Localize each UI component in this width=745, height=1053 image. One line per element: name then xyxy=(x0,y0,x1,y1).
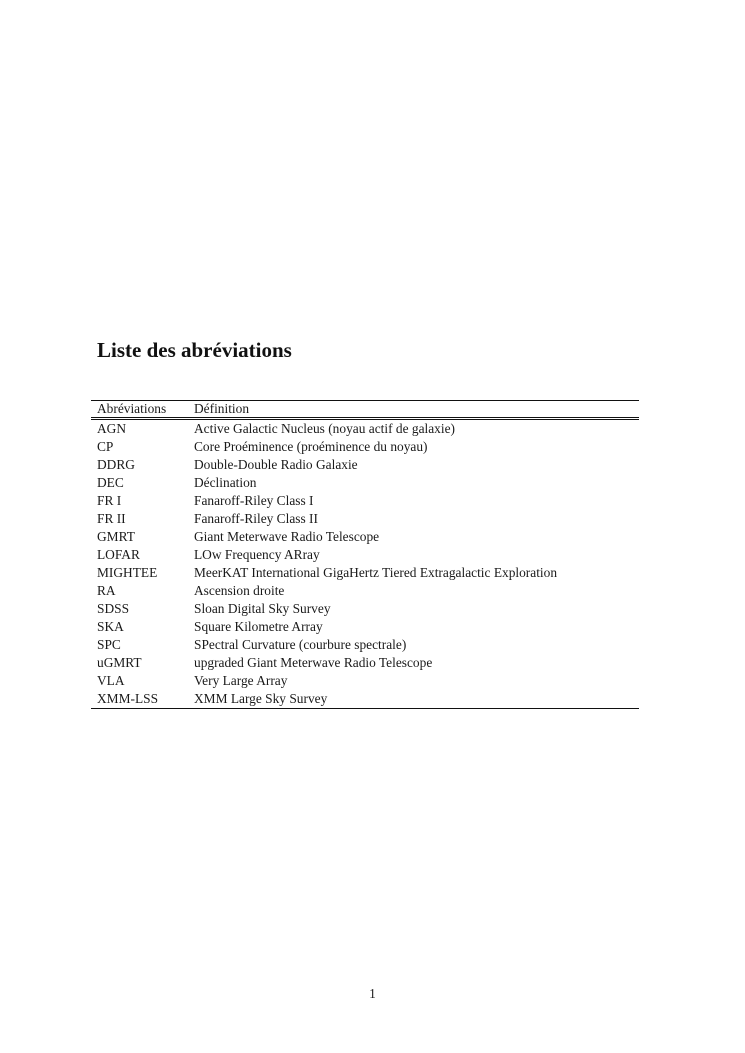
table-row xyxy=(91,582,639,600)
page-title: Liste des abréviations xyxy=(97,338,292,362)
column-header-abbreviation: Abréviations xyxy=(91,401,188,419)
table-header-row xyxy=(91,401,639,419)
definition-cell: Déclination xyxy=(194,475,257,490)
definition-cell: Very Large Array xyxy=(194,673,288,688)
table-row xyxy=(91,654,639,672)
abbreviation-cell: uGMRT xyxy=(97,655,142,670)
definition-cell: Giant Meterwave Radio Telescope xyxy=(194,529,380,544)
abbreviation-cell: DEC xyxy=(97,475,124,490)
abbreviation-cell: MIGHTEE xyxy=(97,565,158,580)
definition-cell: Ascension droite xyxy=(194,583,285,598)
table-row xyxy=(91,618,639,636)
abbreviation-cell: GMRT xyxy=(97,529,135,544)
abbreviations-table xyxy=(91,400,639,709)
definition-cell: Square Kilometre Array xyxy=(194,619,323,634)
abbreviation-cell: XMM-LSS xyxy=(91,690,188,709)
table-row xyxy=(91,672,639,690)
definition-cell: Sloan Digital Sky Survey xyxy=(194,601,331,616)
definition-cell: Fanaroff-Riley Class II xyxy=(194,511,318,526)
table-row xyxy=(91,492,639,510)
table-row xyxy=(91,419,639,439)
table-row xyxy=(91,456,639,474)
abbreviation-cell: LOFAR xyxy=(97,547,140,562)
definition-cell: LOw Frequency ARray xyxy=(194,547,320,562)
table-row xyxy=(91,510,639,528)
abbreviation-cell: RA xyxy=(97,583,116,598)
abbreviation-cell: VLA xyxy=(97,673,125,688)
definition-cell: SPectral Curvature (courbure spectrale) xyxy=(194,637,407,652)
abbreviation-cell: DDRG xyxy=(97,457,135,472)
definition-cell: Fanaroff-Riley Class I xyxy=(194,493,314,508)
definition-cell: Double-Double Radio Galaxie xyxy=(194,457,358,472)
abbreviation-cell: SPC xyxy=(97,637,121,652)
table-row xyxy=(91,636,639,654)
abbreviation-cell: SKA xyxy=(97,619,124,634)
definition-cell: XMM Large Sky Survey xyxy=(188,690,639,709)
page-number: 1 xyxy=(369,986,376,1001)
abbreviation-cell: FR I xyxy=(97,493,122,508)
table-row xyxy=(91,600,639,618)
table-row xyxy=(91,528,639,546)
abbreviation-cell: AGN xyxy=(97,421,127,436)
table-row xyxy=(91,438,639,456)
definition-cell: upgraded Giant Meterwave Radio Telescope xyxy=(194,655,433,670)
table-row xyxy=(91,690,639,709)
table-body xyxy=(91,419,639,709)
definition-cell: Active Galactic Nucleus (noyau actif de galaxie) xyxy=(194,421,455,436)
table-row xyxy=(91,546,639,564)
abbreviation-cell: CP xyxy=(97,439,114,454)
abbreviation-cell: SDSS xyxy=(97,601,130,616)
abbreviation-cell: FR II xyxy=(97,511,126,526)
table-row xyxy=(91,474,639,492)
table-header xyxy=(91,401,639,419)
definition-cell: Core Proéminence (proéminence du noyau) xyxy=(194,439,428,454)
column-header-definition: Définition xyxy=(188,401,639,419)
table-row xyxy=(91,564,639,582)
definition-cell: MeerKAT International GigaHertz Tiered Extragalactic Exploration xyxy=(194,565,558,580)
